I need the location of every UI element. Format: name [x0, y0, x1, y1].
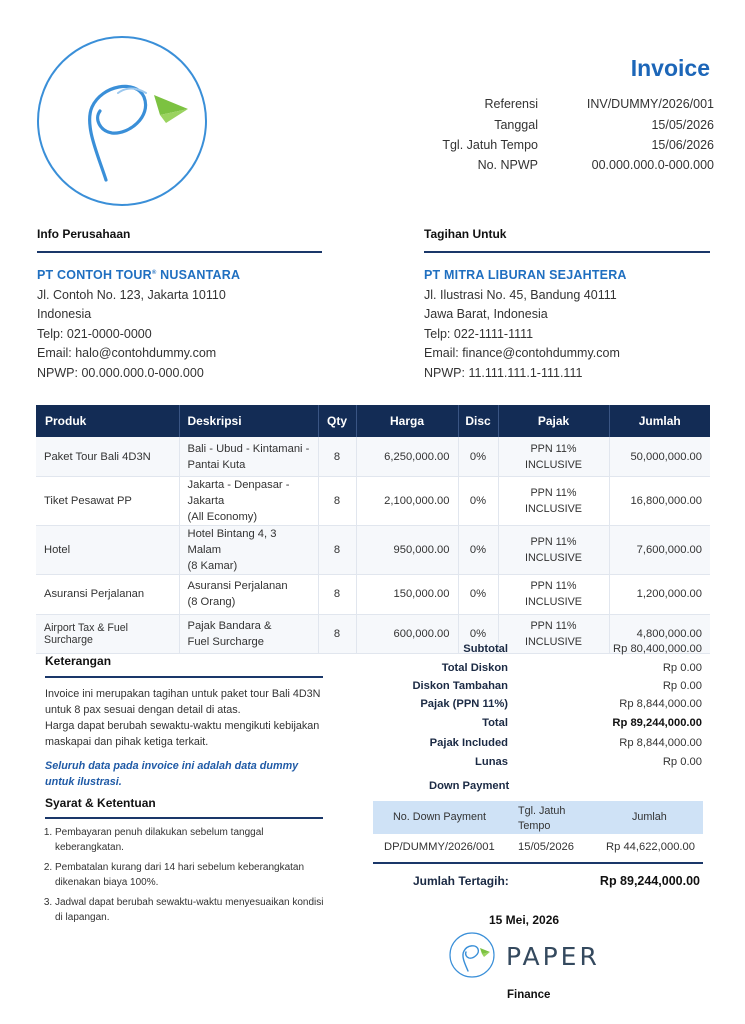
cell-disc: 0% [458, 477, 498, 526]
cell-qty: 8 [318, 437, 356, 477]
bill-to-npwp: NPWP: 11.111.111.1-111.111 [424, 366, 583, 380]
totals-label: Pajak (PPN 11%) [420, 698, 508, 710]
cell-tax [498, 437, 609, 477]
cell-qty: 8 [318, 526, 356, 575]
meta-label-due-date: Tgl. Jatuh Tempo [442, 138, 538, 152]
desc-line: Jakarta - Denpasar - Jakarta [187, 479, 290, 507]
cell-disc: 0% [458, 575, 498, 615]
totals-value: Rp 89,244,000.00 [612, 717, 702, 729]
company-name-suffix: NUSANTARA [160, 268, 241, 282]
totals-total [380, 717, 702, 736]
bill-to-address: Jl. Ilustrasi No. 45, Bandung 40111 [424, 288, 617, 302]
signature-brand: PAPER [506, 942, 600, 971]
cell-disc: 0% [458, 614, 498, 654]
cell-disc: 0% [458, 437, 498, 477]
totals-label: Total Diskon [441, 662, 508, 674]
signature-logo [449, 932, 495, 978]
notes-line: maskapai dan pihak ketiga terkait. [45, 736, 209, 748]
cell-amount: 50,000,000.00 [609, 437, 710, 477]
table-row [36, 526, 710, 575]
company-address: Jl. Contoh No. 123, Jakarta 10110 [37, 288, 226, 302]
cell-description [179, 575, 318, 615]
dp-col-amount: Jumlah [632, 811, 667, 823]
dp-col-number: No. Down Payment [393, 811, 487, 823]
terms-list [45, 825, 330, 930]
company-name [37, 268, 240, 282]
company-email: Email: halo@contohdummy.com [37, 346, 217, 360]
bill-to-region: Jawa Barat, Indonesia [424, 307, 548, 321]
cell-tax [498, 526, 609, 575]
col-header-description: Deskripsi [179, 405, 318, 437]
tax-mode: INCLUSIVE [525, 635, 582, 648]
cell-description [179, 437, 318, 477]
meta-value-reference: INV/DUMMY/2026/001 [586, 97, 714, 111]
notes-divider [45, 676, 323, 678]
totals-extra-discount [380, 680, 702, 699]
totals-label: Total [482, 717, 508, 729]
tax-rate: PPN 11% [530, 580, 577, 593]
totals-paid [380, 756, 702, 775]
company-npwp: NPWP: 00.000.000.0-000.000 [37, 366, 204, 380]
notes-line: untuk 8 pax sesuai dengan detail di atas. [45, 704, 241, 716]
totals-label: Pajak Included [429, 737, 508, 749]
desc-line: (8 Orang) [187, 596, 236, 609]
desc-line: (All Economy) [187, 511, 258, 523]
cell-amount: 1,200,000.00 [609, 575, 710, 615]
bill-to-email: Email: finance@contohdummy.com [424, 346, 620, 360]
cell-qty: 8 [318, 575, 356, 615]
totals-label: Subtotal [463, 643, 508, 655]
totals-tax-included [380, 737, 702, 756]
items-table [36, 405, 710, 654]
table-row [36, 477, 710, 526]
col-header-disc: Disc [458, 405, 498, 437]
cell-description [179, 614, 318, 654]
company-name-text: PT CONTOH TOUR [37, 268, 152, 282]
totals-value: Rp 8,844,000.00 [619, 698, 702, 710]
tax-mode: INCLUSIVE [525, 503, 582, 515]
tax-mode: INCLUSIVE [525, 552, 582, 564]
cell-tax [498, 477, 609, 526]
table-row [36, 437, 710, 477]
cell-disc: 0% [458, 526, 498, 575]
down-payment-heading: Down Payment [429, 780, 510, 792]
terms-divider [45, 817, 323, 819]
totals-label: Lunas [475, 756, 508, 768]
meta-label-date: Tanggal [494, 118, 538, 132]
company-info-heading: Info Perusahaan [37, 227, 131, 241]
totals-total-discount [380, 662, 702, 681]
cell-product: Hotel [36, 526, 179, 575]
notes-dummy-line: untuk ilustrasi. [45, 776, 122, 788]
cell-price: 950,000.00 [356, 526, 458, 575]
dp-due-date: 15/05/2026 [518, 841, 574, 853]
dp-col-due-line: Tempo [518, 820, 551, 832]
tax-rate: PPN 11% [530, 619, 577, 632]
tax-rate: PPN 11% [530, 487, 577, 499]
down-payment-row [373, 834, 703, 862]
cell-description [179, 477, 318, 526]
cell-price: 150,000.00 [356, 575, 458, 615]
invoice-title: Invoice [630, 55, 710, 81]
bill-to-heading: Tagihan Untuk [424, 227, 507, 241]
dp-col-due-date [518, 804, 565, 834]
tax-mode: INCLUSIVE [525, 458, 582, 471]
desc-line: (8 Kamar) [187, 560, 238, 572]
totals-value: Rp 0.00 [662, 680, 702, 692]
totals-value: Rp 80,400,000.00 [613, 643, 702, 655]
cell-price: 2,100,000.00 [356, 477, 458, 526]
cell-amount: 16,800,000.00 [609, 477, 710, 526]
bill-to-phone: Telp: 022-1111-1111 [424, 327, 534, 341]
col-header-product: Produk [36, 405, 179, 437]
table-row [36, 575, 710, 615]
company-logo [36, 35, 208, 207]
cell-product: Paket Tour Bali 4D3N [36, 437, 179, 477]
cell-price: 6,250,000.00 [356, 437, 458, 477]
desc-line: Bali - Ubud - Kintamani - [187, 442, 310, 455]
meta-label-npwp: No. NPWP [477, 158, 538, 172]
cell-amount: 7,600,000.00 [609, 526, 710, 575]
cell-description [179, 526, 318, 575]
signature-role: Finance [507, 989, 551, 1001]
bill-to-divider [424, 251, 710, 253]
terms-item: 1. Pembayaran penuh dilakukan sebelum tanggal keberangkatan. [55, 825, 330, 855]
totals-subtotal [380, 643, 702, 662]
notes-heading: Keterangan [45, 654, 112, 668]
meta-value-date: 15/05/2026 [651, 118, 714, 132]
col-header-price: Harga [356, 405, 458, 437]
bill-to-name: PT MITRA LIBURAN SEJAHTERA [424, 268, 627, 282]
desc-line: Pantai Kuta [187, 458, 246, 471]
items-table-header [36, 405, 710, 437]
terms-item: 3. Jadwal dapat berubah sewaktu-waktu menyesuaikan kondisi di lapangan. [55, 895, 330, 925]
company-info-divider [37, 251, 322, 253]
down-payment-table-header [373, 801, 703, 834]
down-payment-divider [373, 862, 703, 864]
totals-value: Rp 8,844,000.00 [619, 737, 702, 749]
col-header-qty: Qty [318, 405, 356, 437]
desc-line: Fuel Surcharge [187, 635, 264, 648]
meta-value-due-date: 15/06/2026 [651, 138, 714, 152]
cell-tax [498, 575, 609, 615]
desc-line: Hotel Bintang 4, 3 Malam [187, 528, 277, 556]
meta-value-npwp: 00.000.000.0-000.000 [591, 158, 714, 172]
cell-qty: 8 [318, 477, 356, 526]
cell-price: 600,000.00 [356, 614, 458, 654]
col-header-tax: Pajak [498, 405, 609, 437]
signature-date: 15 Mei, 2026 [489, 913, 560, 927]
terms-item: 2. Pembatalan kurang dari 14 hari sebelum keberangkatan dikenakan biaya 100%. [55, 860, 330, 890]
paper-plane-logo-icon [36, 35, 208, 207]
paper-plane-logo-icon [449, 932, 495, 978]
dp-col-due-line: Tgl. Jatuh [518, 805, 566, 817]
cell-qty: 8 [318, 614, 356, 654]
totals-tax [380, 698, 702, 717]
tax-mode: INCLUSIVE [525, 596, 582, 609]
company-country: Indonesia [37, 307, 92, 321]
totals-value: Rp 0.00 [662, 756, 702, 768]
totals-value: Rp 0.00 [662, 662, 702, 674]
col-header-amount: Jumlah [609, 405, 710, 437]
notes-line: Harga dapat berubah sewaktu-waktu mengikuti kebijakan [45, 720, 320, 732]
dp-amount: Rp 44,622,000.00 [606, 841, 695, 853]
desc-line: Asuransi Perjalanan [187, 580, 288, 593]
tax-rate: PPN 11% [530, 442, 577, 455]
dp-number: DP/DUMMY/2026/001 [384, 841, 495, 853]
terms-heading: Syarat & Ketentuan [45, 796, 156, 810]
cell-product: Tiket Pesawat PP [36, 477, 179, 526]
cell-product: Asuransi Perjalanan [36, 575, 179, 615]
company-phone: Telp: 021-0000-0000 [37, 327, 152, 341]
desc-line: Pajak Bandara & [187, 619, 272, 632]
amount-due-label: Jumlah Tertagih: [413, 874, 509, 888]
cell-product: Airport Tax & Fuel Surcharge [36, 614, 179, 654]
notes-body [45, 686, 335, 790]
notes-line: Invoice ini merupakan tagihan untuk paket tour Bali 4D3N [45, 688, 321, 700]
totals-label: Diskon Tambahan [412, 680, 508, 692]
amount-due-value: Rp 89,244,000.00 [599, 874, 700, 888]
tax-rate: PPN 11% [530, 536, 577, 548]
cell-amount: 4,800,000.00 [609, 614, 710, 654]
notes-dummy-line: Seluruh data pada invoice ini adalah data dummy [45, 760, 299, 772]
meta-label-reference: Referensi [484, 97, 538, 111]
company-name-mark: ® [151, 269, 157, 276]
